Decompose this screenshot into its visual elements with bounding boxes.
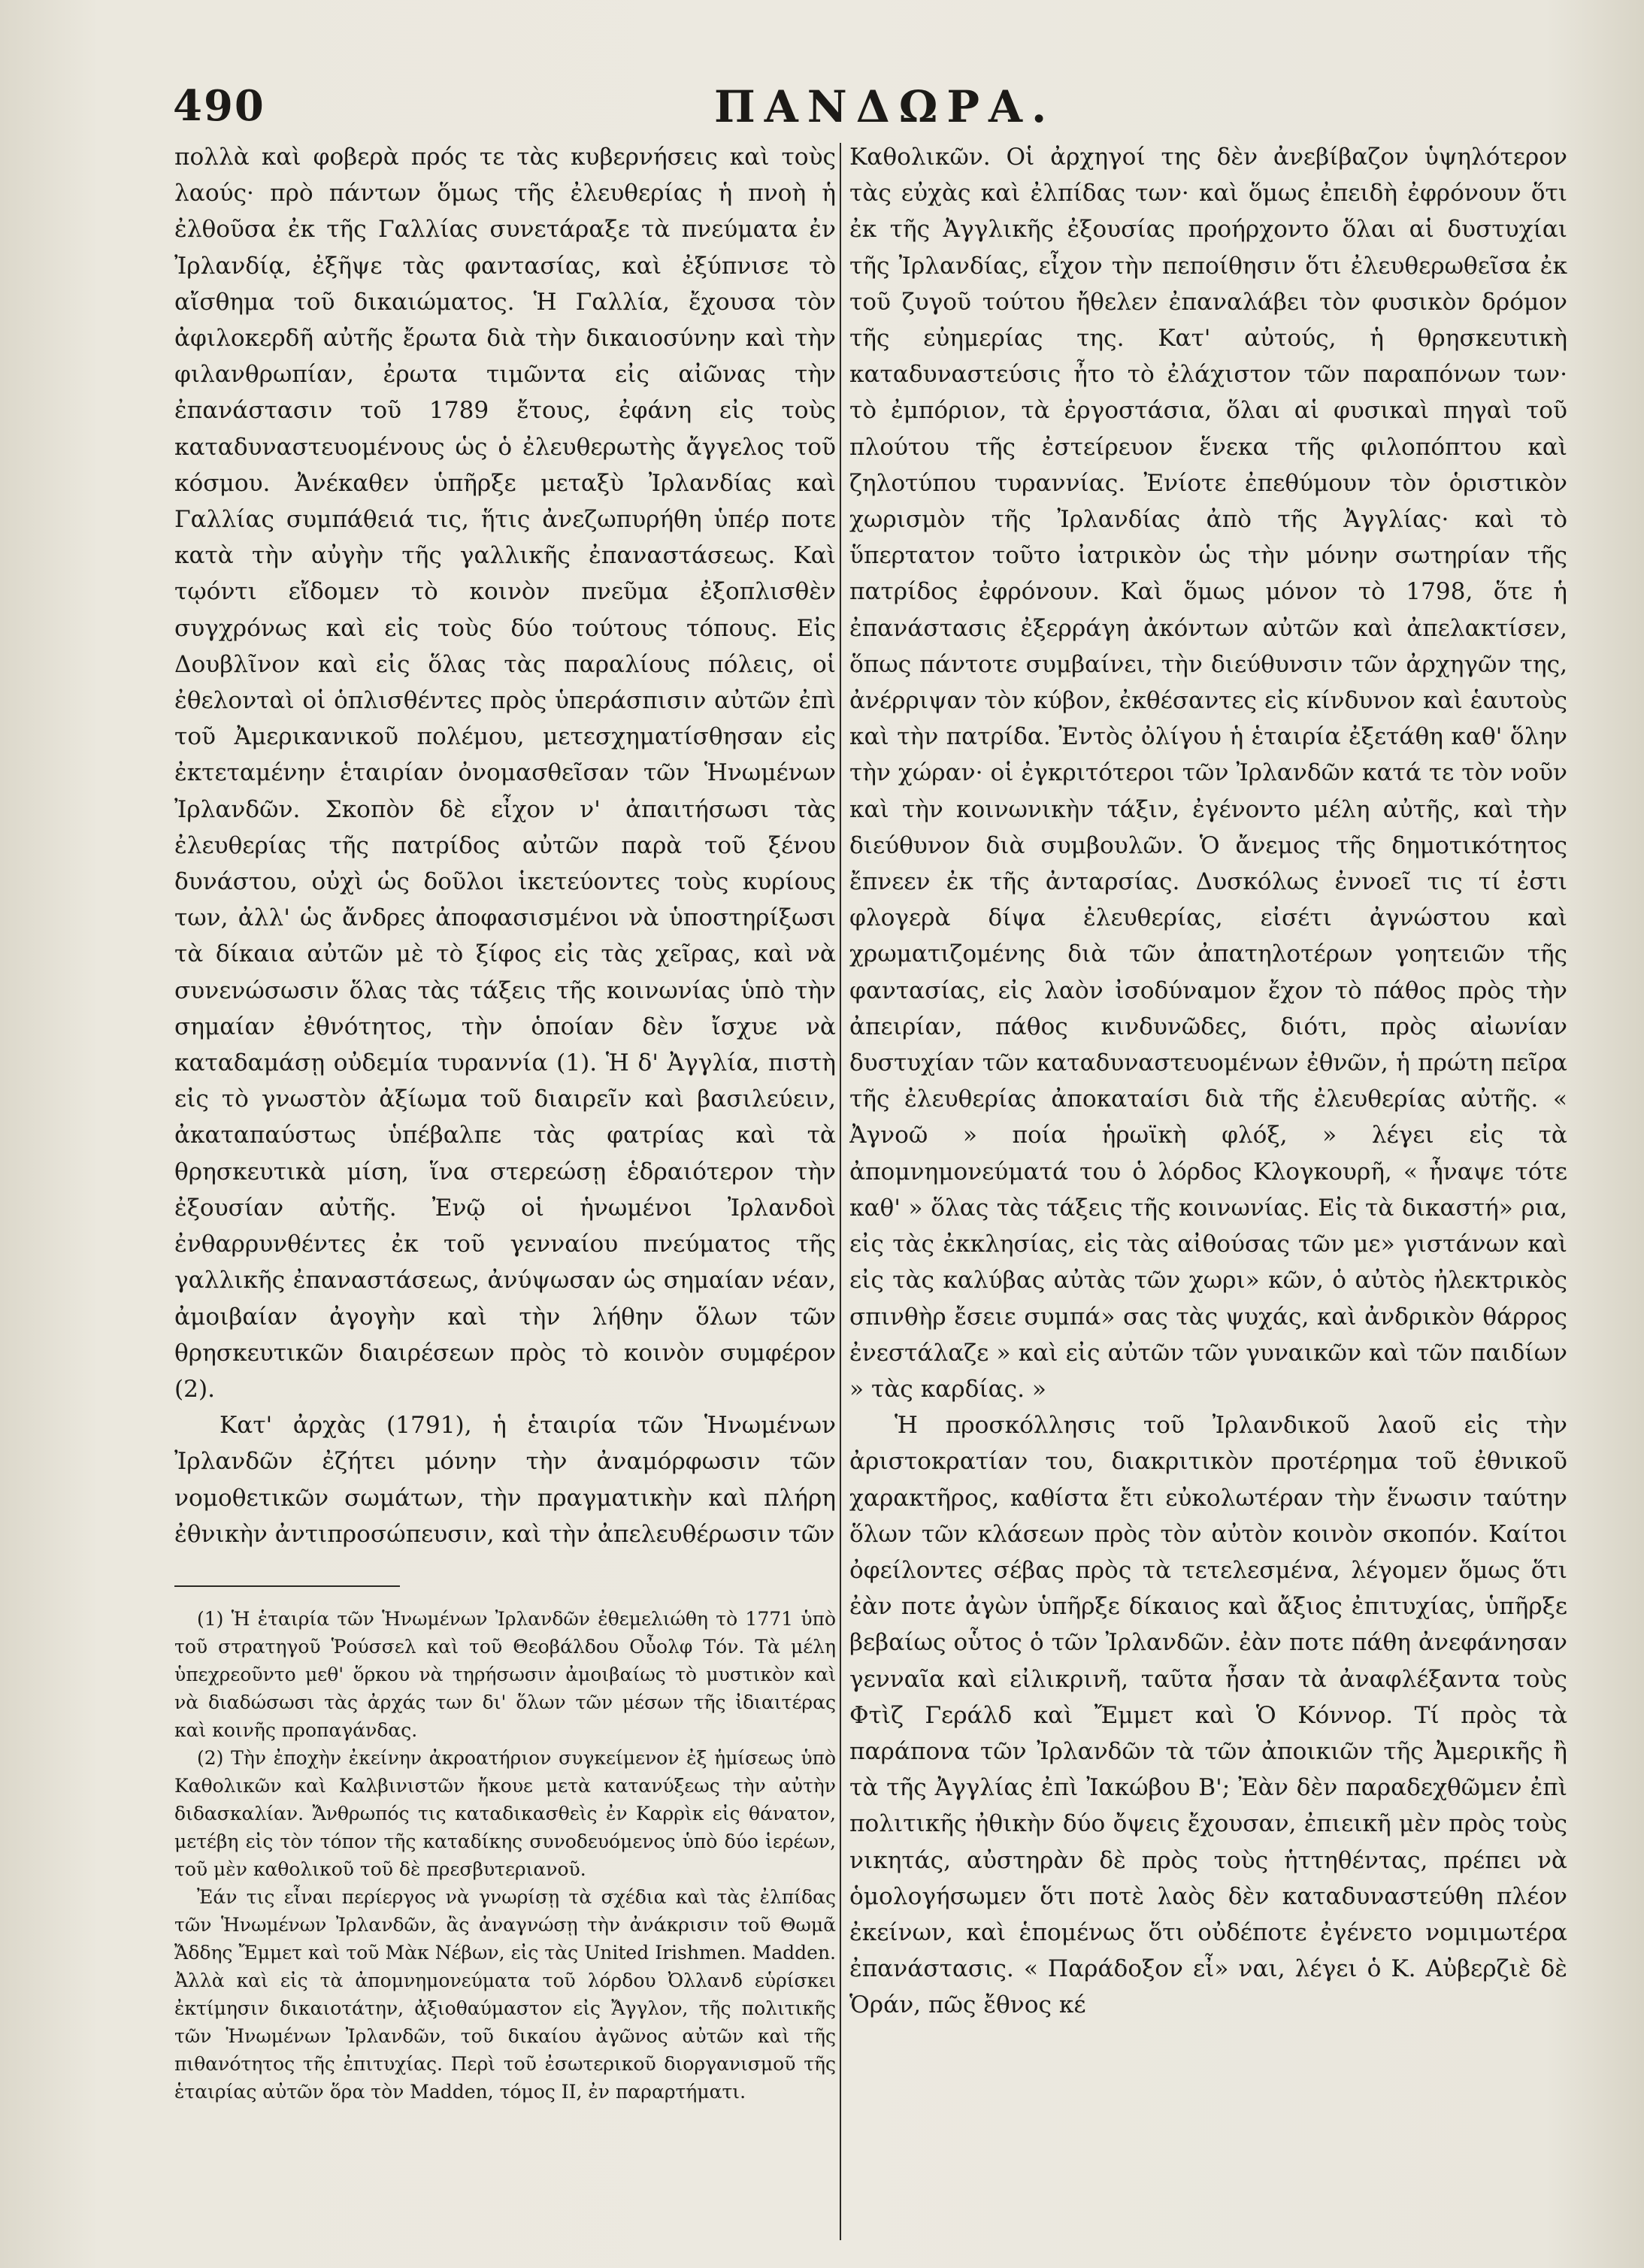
running-title: ΠΑΝΔΩΡΑ.: [714, 81, 1056, 132]
page-header: [173, 81, 1571, 141]
right-column: [849, 139, 1567, 2251]
right-paragraph-2: Ἡ προσκόλλησις τοῦ Ἰρλανδικοῦ λαοῦ εἰς τὴν ἀριστοκρατίαν του, διακριτικὸν προτέρημα τοῦ ἐθνικοῦ χαρακτῆρος, καθίστα ἔτι εὐκολωτέραν τὴν ἕνωσιν ταύτην ὅλων τῶν κλάσεων πρὸς τὸν αὐτὸν κοινὸν σκοπόν. Καίτοι ὀφείλοντες σέβας πρὸς τὰ τετελεσμένα, λέγομεν ὅμως ὅτι ἐὰν ποτε ἀγὼν ὑπῆρξε δίκαιος καὶ ἄξιος ἐπιτυχίας, ὑπῆρξε βεβαίως οὗτος ὁ τῶν Ἰρλανδῶν. ἐὰν ποτε πάθη ἀνεφάνησαν γενναῖα καὶ εἰλικρινῆ, ταῦτα ἦσαν τὰ ἀναφλέξαντα τοὺς Φτὶζ Γεράλδ καὶ Ἔμμετ καὶ Ὁ Κόννορ. Τί πρὸς τὰ παράπονα τῶν Ἰρλανδῶν τὰ τῶν ἀποικιῶν τῆς Ἀμερικῆς ἢ τὰ τῆς Ἀγγλίας ἐπὶ Ἰακώβου Β'; Ἐὰν δὲν παραδεχθῶμεν ἐπὶ πολιτικῆς ἠθικὴν δύο ὄψεις ἔχουσαν, ἐπιεικῆ μὲν πρὸς τοὺς νικητάς, αὐστηρὰν δὲ πρὸς τοὺς ἡττηθέντας, πρέπει νὰ ὁμολογήσωμεν ὅτι ποτὲ λαὸς δὲν καταδυναστεύθη πλέον ἐκείνων, καὶ ἑπομένως ὅτι οὐδέποτε ἐγένετο νομιμωτέρα ἐπανάστασις. « Παράδοξον εἶ» ναι, λέγει ὁ Κ. Αὐβερζιὲ δὲ Ὁράν, πῶς ἔθνος κέ: [849, 1412, 1567, 2019]
page-number: 490: [173, 81, 265, 131]
column-divider: [840, 143, 841, 2240]
footnote-1: (1) Ἡ ἑταιρία τῶν Ἡνωμένων Ἰρλανδῶν ἐθεμελιώθη τὸ 1771 ὑπὸ τοῦ στρατηγοῦ Ῥούσσελ καὶ τοῦ Θεοβάλδου Οὖολφ Τόν. Τὰ μέλη ὑπεχρεοῦντο μεθ' ὅρκου νὰ τηρήσωσιν ἀμοιβαίως τὸ μυστικὸν καὶ νὰ διαδώσωσι τὰς ἀρχάς των δι' ὅλων τῶν μέσων τῆς ἰδιαιτέρας καὶ κοινῆς προπαγάνδας.: [174, 1607, 836, 1741]
left-column: [174, 139, 836, 2251]
left-paragraph-2: Κατ' ἀρχὰς (1791), ἡ ἑταιρία τῶν Ἡνωμένων Ἰρλανδῶν ἐζήτει μόνην τὴν ἀναμόρφωσιν τῶν νομοθετικῶν σωμάτων, τὴν πραγματικὴν καὶ πλήρη ἐθνικὴν ἀντιπροσώπευσιν, καὶ τὴν ἀπελευθέρωσιν τῶν: [174, 1412, 836, 1548]
footnotes: [174, 1605, 836, 2106]
footnote-2-continued: Ἐάν τις εἶναι περίεργος νὰ γνωρίσῃ τὰ σχέδια καὶ τὰς ἐλπίδας τῶν Ἡνωμένων Ἰρλανδῶν, ἂς ἀναγνώσῃ τὴν ἀνάκρισιν τοῦ Θωμᾶ Ἄδδης Ἔμμετ καὶ τοῦ Μὰκ Νέβων, εἰς τὰς United Irishmen. Madden. Ἀλλὰ καὶ εἰς τὰ ἀπομνημονεύματα τοῦ λόρδου Ὀλλανδ εὑρίσκει ἐκτίμησιν δικαιοτάτην, ἀξιοθαύμαστον εἰς Ἄγγλον, τῆς πολιτικῆς τῶν Ἡνωμένων Ἰρλανδῶν, τοῦ δικαίου ἀγῶνος αὐτῶν καὶ τῆς πιθανότητος τῆς ἐπιτυχίας. Περὶ τοῦ ἐσωτερικοῦ διοργανισμοῦ τῆς ἑταιρίας αὐτῶν ὅρα τὸν Madden, τόμος II, ἐν παραρτήματι.: [174, 1885, 836, 2103]
footnote-2: (2) Τὴν ἐποχὴν ἐκείνην ἀκροατήριον συγκείμενον ἐξ ἡμίσεως ὑπὸ Καθολικῶν καὶ Καλβινιστῶν ἤκουε μετὰ κατανύξεως τὴν αὐτὴν διδασκαλίαν. Ἄνθρωπός τις καταδικασθεὶς ἐν Καρρὶκ εἰς θάνατον, μετέβη εἰς τὸν τόπον τῆς καταδίκης συνοδευόμενος ὑπὸ δύο ἱερέων, τοῦ μὲν καθολικοῦ τοῦ δὲ πρεσβυτεριανοῦ.: [174, 1746, 836, 1880]
left-paragraph-1: πολλὰ καὶ φοβερὰ πρός τε τὰς κυβερνήσεις καὶ τοὺς λαούς· πρὸ πάντων ὅμως τῆς ἐλευθερίας ἡ πνοὴ ἡ ἐλθοῦσα ἐκ τῆς Γαλλίας συνετάραξε τὰ πνεύματα ἐν Ἰρλανδίᾳ, ἐξῆψε τὰς φαντασίας, καὶ ἐξύπνισε τὸ αἴσθημα τοῦ δικαιώματος. Ἡ Γαλλία, ἔχουσα τὸν ἀφιλοκερδῆ αὐτῆς ἔρωτα διὰ τὴν δικαιοσύνην καὶ τὴν φιλανθρωπίαν, ἐρωτα τιμῶντα εἰς αἰῶνας τὴν ἐπανάστασιν τοῦ 1789 ἔτους, ἐφάνη εἰς τοὺς καταδυναστευομένους ὡς ὁ ἐλευθερωτὴς ἄγγελος τοῦ κόσμου. Ἀνέκαθεν ὑπῆρξε μεταξὺ Ἰρλανδίας καὶ Γαλλίας συμπάθειά τις, ἥτις ἀνεζωπυρήθη ὑπέρ ποτε κατὰ τὴν αὐγὴν τῆς γαλλικῆς ἐπαναστάσεως. Καὶ τῳόντι εἴδομεν τὸ κοινὸν πνεῦμα ἐξοπλισθὲν συγχρόνως καὶ εἰς τοὺς δύο τούτους τόπους. Εἰς Δουβλῖνον καὶ εἰς ὅλας τὰς παραλίους πόλεις, οἱ ἐθελονταὶ οἱ ὁπλισθέντες πρὸς ὑπεράσπισιν αὐτῶν ἐπὶ τοῦ Ἀμερικανικοῦ πολέμου, μετεσχηματίσθησαν εἰς ἐκτεταμένην ἑταιρίαν ὀνομασθεῖσαν τῶν Ἡνωμένων Ἰρλανδῶν. Σκοπὸν δὲ εἶχον ν' ἀπαιτήσωσι τὰς ἐλευθερίας τῆς πατρίδος αὐτῶν παρὰ τοῦ ξένου δυνάστου, οὐχὶ ὡς δοῦλοι ἱκετεύοντες τοὺς κυρίους των, ἀλλ' ὡς ἄνδρες ἀποφασισμένοι νὰ ὑποστηρίξωσι τὰ δίκαια αὐτῶν μὲ τὸ ξίφος εἰς τὰς χεῖρας, καὶ νὰ συνενώσωσιν ὅλας τὰς τάξεις τῆς κοινωνίας ὑπὸ τὴν σημαίαν ἐθνότητος, τὴν ὁποίαν δὲν ἴσχυε νὰ καταδαμάσῃ οὐδεμία τυραννία (1). Ἡ δ' Ἀγγλία, πιστὴ εἰς τὸ γνωστὸν ἀξίωμα τοῦ διαιρεῖν καὶ βασιλεύειν, ἀκαταπαύστως ὑπέβαλπε τὰς φατρίας καὶ τὰ θρησκευτικὰ μίση, ἵνα στερεώσῃ ἑδραιότερον τὴν ἐξουσίαν αὐτῆς. Ἐνῷ οἱ ἡνωμένοι Ἰρλανδοὶ ἐνθαρρυνθέντες ἐκ τοῦ γενναίου πνεύματος τῆς γαλλικῆς ἐπαναστάσεως, ἀνύψωσαν ὡς σημαίαν νέαν, ἀμοιβαίαν ἀγογὴν καὶ τὴν λήθην ὅλων τῶν θρησκευτικῶν διαιρέσεων πρὸς τὸ κοινὸν συμφέρον (2).: [174, 144, 836, 1403]
right-paragraph-1: Καθολικῶν. Οἱ ἀρχηγοί της δὲν ἀνεβίβαζον ὑψηλότερον τὰς εὐχὰς καὶ ἐλπίδας των· καὶ ὅμως ἐπειδὴ ἐφρόνουν ὅτι ἐκ τῆς Ἀγγλικῆς ἐξουσίας προήρχοντο ὅλαι αἱ δυστυχίαι τῆς Ἰρλανδίας, εἶχον τὴν πεποίθησιν ὅτι ἐλευθερωθεῖσα ἐκ τοῦ ζυγοῦ τούτου ἤθελεν ἐπαναλάβει τὸν φυσικὸν δρόμον τῆς εὐημερίας της. Κατ' αὐτούς, ἡ θρησκευτικὴ καταδυναστεύσις ἦτο τὸ ἐλάχιστον τῶν παραπόνων των· τὸ ἐμπόριον, τὰ ἐργοστάσια, ὅλαι αἱ φυσικαὶ πηγαὶ τοῦ πλούτου τῆς ἐστείρευον ἕνεκα τῆς φιλοπόπτου καὶ ζηλοτύπου τυραννίας. Ἐνίοτε ἐπεθύμουν τὸν ὁριστικὸν χωρισμὸν τῆς Ἰρλανδίας ἀπὸ τῆς Ἀγγλίας· καὶ τὸ ὕπερτατον τοῦτο ἰατρικὸν ὡς τὴν μόνην σωτηρίαν τῆς πατρίδος ἐφρόνουν. Καὶ ὅμως μόνον τὸ 1798, ὅτε ἡ ἐπανάστασις ἐξερράγη ἀκόντων αὐτῶν καὶ ἀπελακτίσεν, ὅπως πάντοτε συμβαίνει, τὴν διεύθυνσιν τῶν ἀρχηγῶν της, ἀνέρριψαν τὸν κύβον, ἐκθέσαντες εἰς κίνδυνον καὶ ἑαυτοὺς καὶ τὴν πατρίδα. Ἐντὸς ὀλίγου ἡ ἑταιρία ἐξετάθη καθ' ὅλην τὴν χώραν· οἱ ἐγκριτότεροι τῶν Ἰρλανδῶν κατά τε τὸν νοῦν καὶ τὴν κοινωνικὴν τάξιν, ἐγένοντο μέλη αὐτῆς, καὶ τὴν διεύθυνον διὰ συμβουλῶν. Ὁ ἄνεμος τῆς δημοτικότητος ἔπνεεν ἐκ τῆς ἀνταρσίας. Δυσκόλως ἐννοεῖ τις τί ἐστι φλογερὰ δίψα ἐλευθερίας, εἰσέτι ἀγνώστου καὶ χρωματιζομένης διὰ τῶν ἀπατηλοτέρων γοητειῶν τῆς φαντασίας, εἰς λαὸν ἰσοδύναμον ἔχον τὸ πάθος πρὸς τὴν ἀπειρίαν, πάθος κινδυνῶδες, διότι, πρὸς αἰωνίαν δυστυχίαν τῶν καταδυναστευομένων ἐθνῶν, ἡ πρώτη πεῖρα τῆς ἐλευθερίας ἀποκαταίσι διὰ τῆς ἐλευθερίας αὐτῆς. « Ἀγνοῶ » ποία ἡρωϊκὴ φλόξ, » λέγει εἰς τὰ ἀπομνημονεύματά του ὁ λόρδος Κλογκουρῆ, « ἧναψε τότε καθ' » ὅλας τὰς τάξεις τῆς κοινωνίας. Εἰς τὰ δικαστή» ρια, εἰς τὰς ἐκκλησίας, εἰς τὰς αἰθούσας τῶν με» γιστάνων καὶ εἰς τὰς καλύβας αὐτὰς τῶν χωρι» κῶν, ὁ αὐτὸς ἠλεκτρικὸς σπινθὴρ ἔσειε συμπά» σας τὰς ψυχάς, καὶ ἀνδρικὸν θάρρος ἐνεστάλαζε » καὶ εἰς αὐτῶν τῶν γυναικῶν καὶ τῶν παιδίων » τὰς καρδίας. »: [849, 144, 1567, 1403]
footnote-divider: [174, 1585, 400, 1587]
